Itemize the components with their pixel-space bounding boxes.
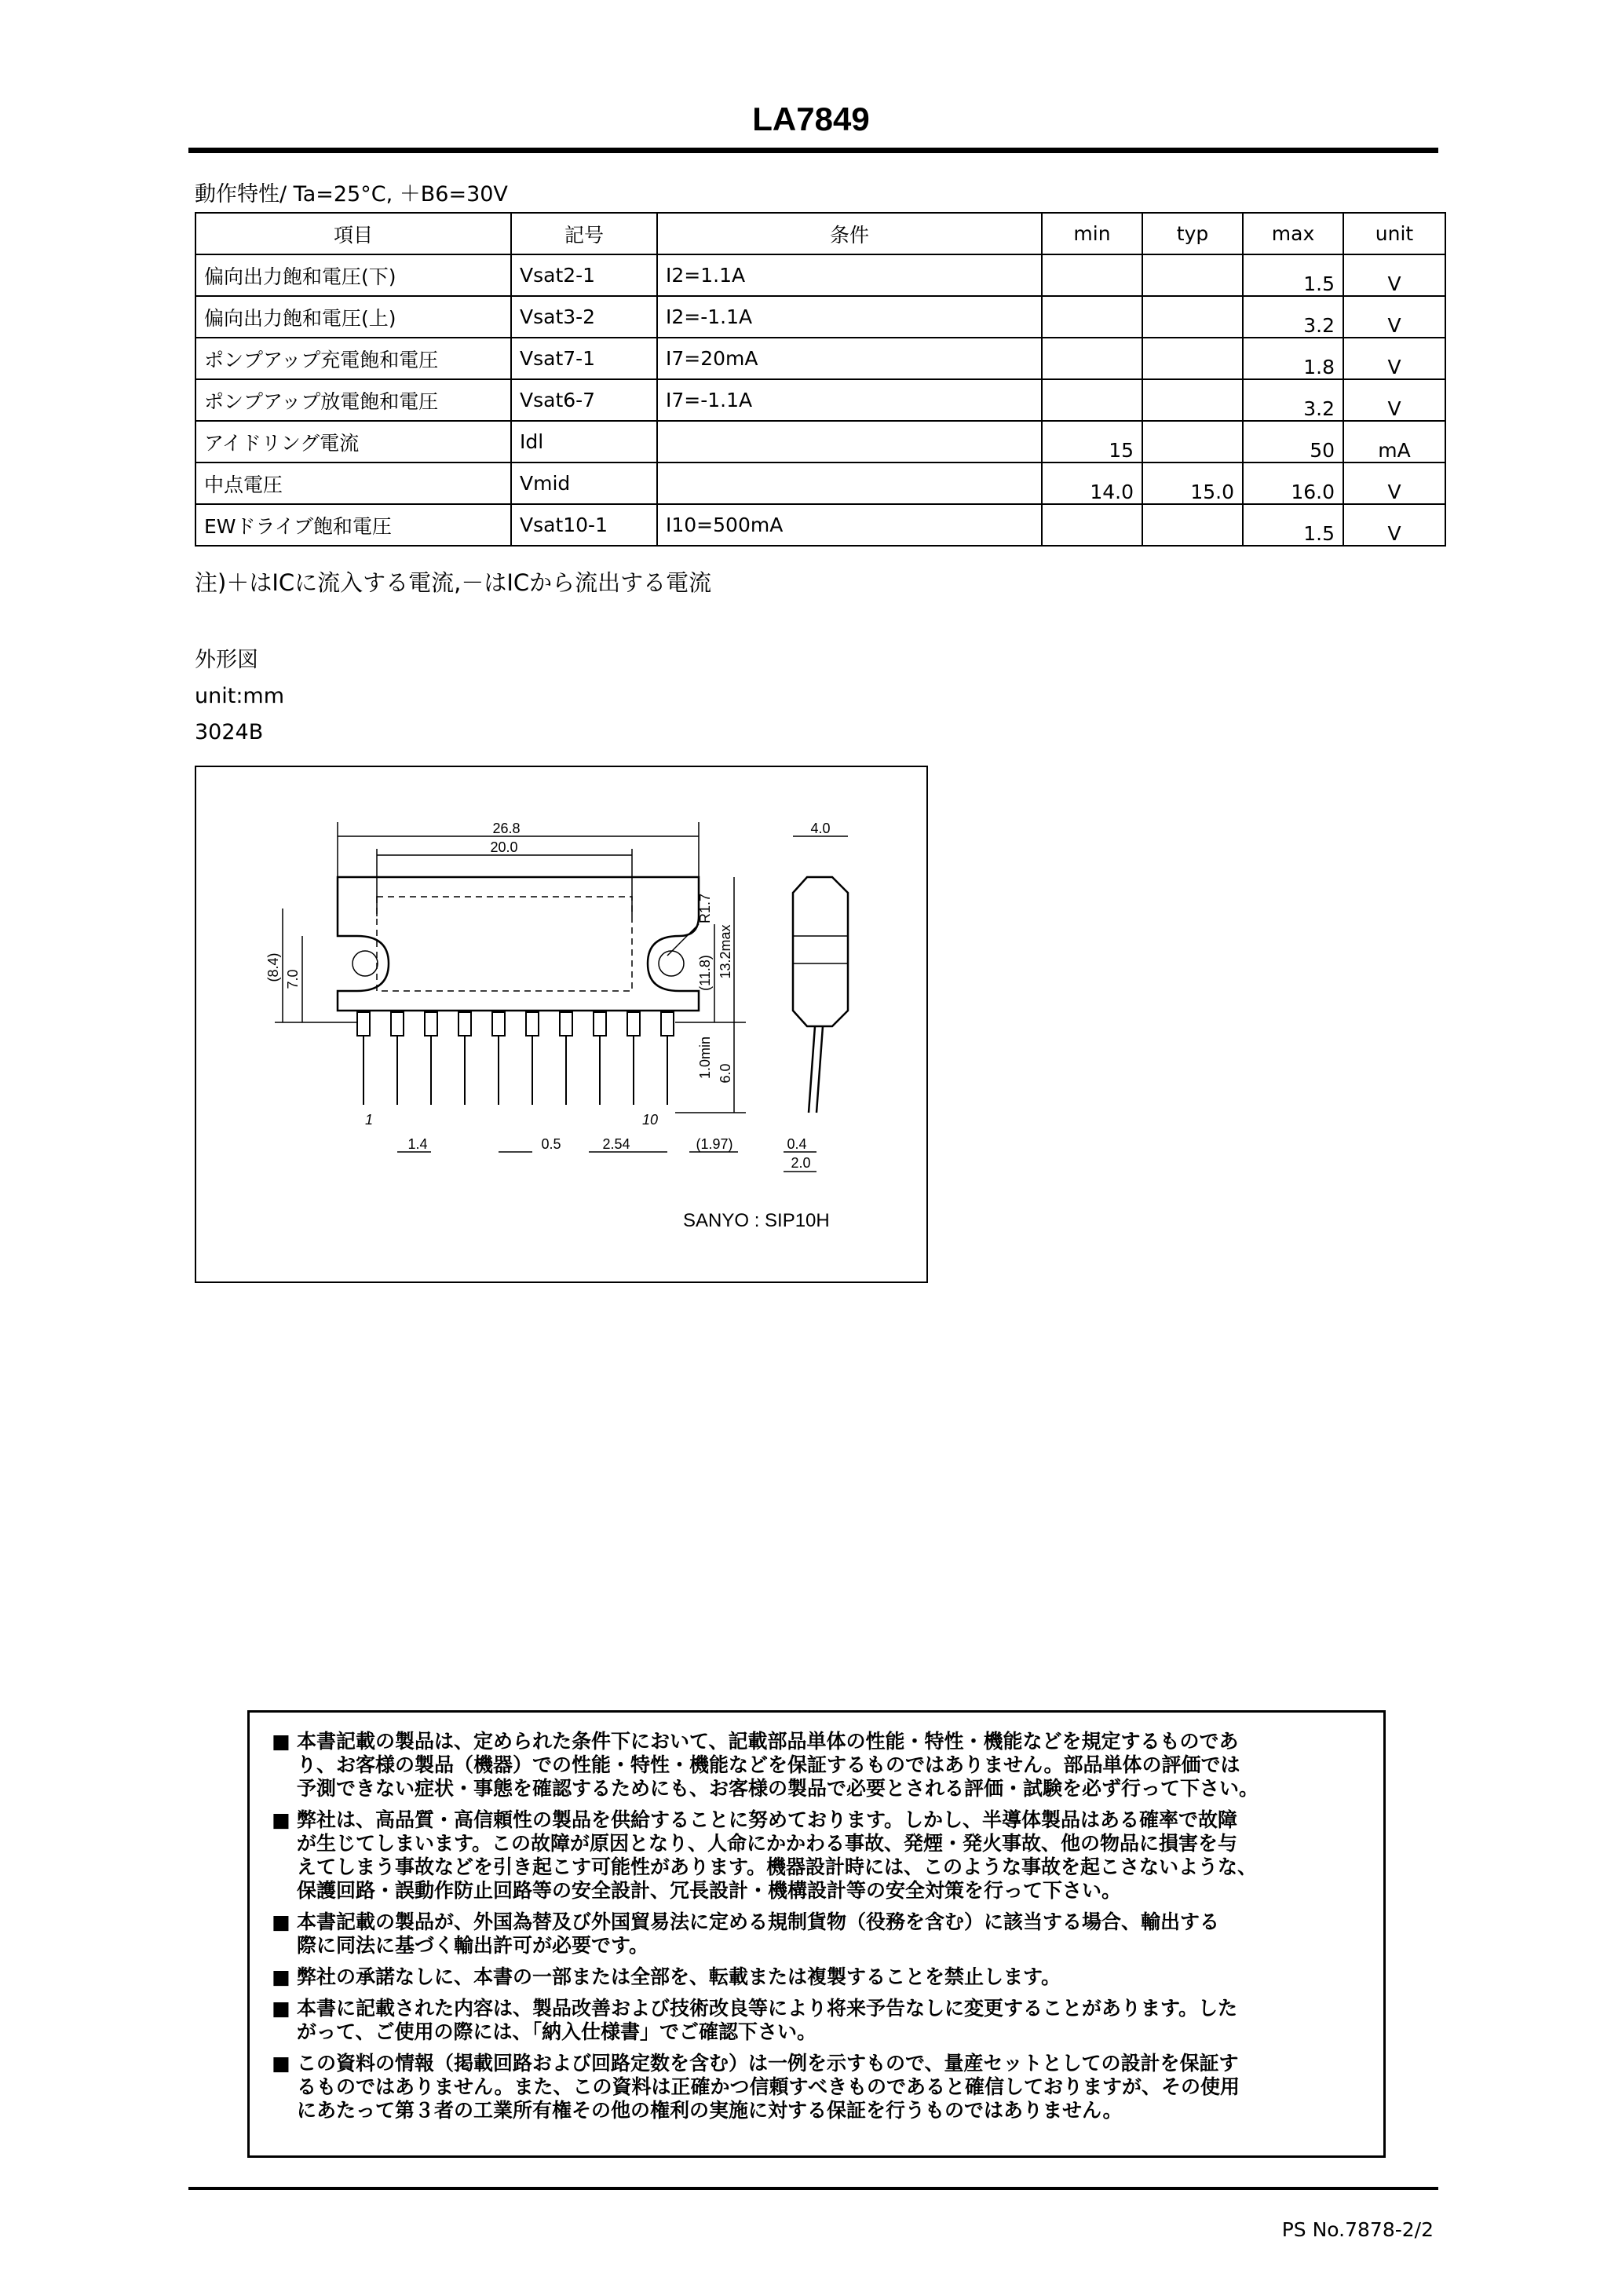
cell-max: 1.5 [1243, 504, 1343, 546]
cell-item: 偏向出力飽和電圧(下) [195, 254, 511, 296]
col-header-min: min [1042, 213, 1142, 254]
side-lead [816, 1026, 823, 1113]
table-row [195, 296, 1445, 338]
cell-unit: V [1343, 504, 1445, 546]
dim-height-84: (8.4) [265, 952, 281, 982]
lead-base [526, 1012, 539, 1036]
disclaimer-paragraph [272, 1910, 1383, 1958]
cell-max: 3.2 [1243, 296, 1343, 338]
cell-typ [1142, 338, 1243, 379]
pin-1-label: 1 [365, 1112, 374, 1128]
cell-symbol: Vsat7-1 [511, 338, 657, 379]
disclaimer-line: にあたって第３者の工業所有権その他の権利の実施に対する保証を行うものではありません。 [297, 2099, 1123, 2122]
cell-symbol: Vsat2-1 [511, 254, 657, 296]
lead-base [627, 1012, 640, 1036]
cell-typ [1142, 504, 1243, 546]
package-name: SANYO : SIP10H [683, 1210, 830, 1231]
col-header-condition: 条件 [657, 213, 1042, 254]
package-diagram [196, 767, 926, 1281]
side-lead [809, 1026, 815, 1113]
lead-base [492, 1012, 505, 1036]
dim-overall-width: 26.8 [492, 821, 521, 836]
dim-first-pitch: 1.4 [407, 1136, 428, 1152]
disclaimer-line: 弊社は、高品質・高信頼性の製品を供給することに努めております。しかし、半導体製品はある確率で故障 [297, 1808, 1238, 1831]
cell-condition [657, 462, 1042, 504]
operating-conditions: 動作特性/ Ta=25°C, ＋B6=30V [195, 182, 508, 207]
cell-unit: V [1343, 462, 1445, 504]
disclaimer-paragraph [272, 1965, 1383, 1989]
cell-typ [1142, 254, 1243, 296]
cell-min [1042, 296, 1142, 338]
disclaimer-paragraph [272, 2052, 1383, 2122]
bullet-icon: ■ [272, 1997, 290, 2020]
title-rule [188, 148, 1438, 153]
cell-condition: I7=-1.1A [657, 379, 1042, 421]
cell-max: 1.5 [1243, 254, 1343, 296]
dim-thickness-04: 0.4 [787, 1136, 807, 1152]
disclaimer-paragraph [272, 1730, 1383, 1801]
cell-typ: 15.0 [1142, 462, 1243, 504]
disclaimer-line: が生じてしまいます。この故障が原因となり、人命にかかわる事故、発煙・発火事故、他の物品に損害を与 [297, 1832, 1238, 1855]
cell-typ [1142, 379, 1243, 421]
cell-symbol: Vsat3-2 [511, 296, 657, 338]
table-row [195, 338, 1445, 379]
cell-condition: I7=20mA [657, 338, 1042, 379]
cell-unit: V [1343, 379, 1445, 421]
disclaimer-paragraph [272, 1808, 1383, 1903]
cell-symbol: Vmid [511, 462, 657, 504]
cell-condition: I2=1.1A [657, 254, 1042, 296]
dim-radius: R1.7 [697, 893, 713, 924]
dim-lead-min: 1.0min [697, 1036, 713, 1080]
col-header-symbol: 記号 [511, 213, 657, 254]
cell-max: 16.0 [1243, 462, 1343, 504]
table-header-row [195, 213, 1445, 254]
disclaimer-line: 弊社の承諾なしに、本書の一部または全部を、転載または複製することを禁止します。 [297, 1965, 1061, 1988]
footer-rule [188, 2187, 1438, 2190]
outline-labels [195, 642, 284, 751]
disclaimer-box [247, 1710, 1386, 2158]
lead-base [560, 1012, 572, 1036]
leader-line [667, 924, 699, 956]
disclaimer-line: がって、ご使用の際には、「納入仕様書」でご確認下さい。 [297, 2020, 817, 2043]
cell-min [1042, 379, 1142, 421]
dim-lead-width: 0.5 [541, 1136, 561, 1152]
cell-unit: V [1343, 338, 1445, 379]
disclaimer-line: えてしまう事故などを引き起こす可能性があります。機器設計時には、このような事故を起こさないような、 [297, 1855, 1258, 1878]
bullet-icon: ■ [272, 1730, 290, 1753]
dim-height-118: (11.8) [697, 955, 713, 991]
mount-hole [659, 951, 684, 976]
dim-lead-length: 6.0 [718, 1063, 733, 1084]
pin-10-label: 10 [642, 1112, 659, 1128]
cell-item: アイドリング電流 [195, 421, 511, 462]
outline-code: 3024B [195, 720, 264, 744]
characteristics-table [195, 212, 1446, 547]
col-header-max: max [1243, 213, 1343, 254]
cell-min [1042, 504, 1142, 546]
cell-condition [657, 421, 1042, 462]
cell-symbol: Vsat6-7 [511, 379, 657, 421]
cell-symbol: Idl [511, 421, 657, 462]
table-row [195, 462, 1445, 504]
current-direction-note: 注)＋はICに流入する電流,－はICから流出する電流 [195, 569, 712, 596]
cell-min: 15 [1042, 421, 1142, 462]
cell-item: EWドライブ飽和電圧 [195, 504, 511, 546]
page-title: LA7849 [752, 101, 870, 137]
outline-unit: unit:mm [195, 684, 285, 708]
bullet-icon: ■ [272, 1808, 290, 1831]
lead-base [661, 1012, 674, 1036]
dim-end-gap: (1.97) [696, 1136, 733, 1152]
col-header-unit: unit [1343, 213, 1445, 254]
cell-max: 1.8 [1243, 338, 1343, 379]
disclaimer-paragraph [272, 1997, 1383, 2044]
cell-item: 中点電圧 [195, 462, 511, 504]
col-header-item: 項目 [195, 213, 511, 254]
disclaimer-line: り、お客様の製品（機器）での性能・特性・機能などを保証するものではありません。部品単体の評価では [297, 1753, 1240, 1776]
cell-unit: V [1343, 254, 1445, 296]
cell-max: 3.2 [1243, 379, 1343, 421]
dim-thickness-20: 2.0 [791, 1155, 811, 1171]
outline-title: 外形図 [195, 648, 258, 672]
cell-unit: mA [1343, 421, 1445, 462]
table-row [195, 254, 1445, 296]
package-side-view [793, 877, 848, 1026]
dim-inner-width: 20.0 [490, 839, 518, 855]
col-header-typ: typ [1142, 213, 1243, 254]
cell-typ [1142, 296, 1243, 338]
dim-height-132max: 13.2max [718, 924, 733, 979]
disclaimer-line: 際に同法に基づく輸出許可が必要です。 [297, 1934, 649, 1957]
cell-min [1042, 254, 1142, 296]
lead-base [391, 1012, 404, 1036]
disclaimer-line: 本書記載の製品が、外国為替及び外国貿易法に定める規制貨物（役務を含む）に該当する場合、輸出する [297, 1910, 1220, 1933]
lead-base [594, 1012, 606, 1036]
package-outline-drawing [195, 766, 928, 1283]
cell-max: 50 [1243, 421, 1343, 462]
cell-item: ポンプアップ放電飽和電圧 [195, 379, 511, 421]
dim-pitch: 2.54 [602, 1136, 630, 1152]
cell-typ [1142, 421, 1243, 462]
lead-base [357, 1012, 370, 1036]
cell-condition: I2=-1.1A [657, 296, 1042, 338]
disclaimer-line: この資料の情報（掲載回路および回路定数を含む）は一例を示すもので、量産セットとしての設計を保証す [297, 2052, 1239, 2075]
table-row [195, 379, 1445, 421]
cell-unit: V [1343, 296, 1445, 338]
cell-min [1042, 338, 1142, 379]
dim-height-70: 7.0 [285, 969, 301, 989]
cell-item: ポンプアップ充電飽和電圧 [195, 338, 511, 379]
table-row [195, 504, 1445, 546]
lead-base [425, 1012, 437, 1036]
cell-symbol: Vsat10-1 [511, 504, 657, 546]
disclaimer-line: 本書記載の製品は、定められた条件下において、記載部品単体の性能・特性・機能などを規定するものであ [297, 1730, 1239, 1753]
bullet-icon: ■ [272, 1965, 290, 1988]
cell-min: 14.0 [1042, 462, 1142, 504]
cell-item: 偏向出力飽和電圧(上) [195, 296, 511, 338]
cell-condition: I10=500mA [657, 504, 1042, 546]
mount-hole [353, 951, 378, 976]
page-number: PS No.7878-2/2 [1281, 2218, 1434, 2241]
lead-base [458, 1012, 471, 1036]
disclaimer-line: 保護回路・誤動作防止回路等の安全設計、冗長設計・機構設計等の安全対策を行って下さい。 [297, 1879, 1122, 1902]
disclaimer-line: 本書に記載された内容は、製品改善および技術改良等により将来予告なしに変更することがあります。した [297, 1997, 1238, 2020]
heatsink-area [377, 897, 632, 991]
disclaimer-line: 予測できない症状・事態を確認するためにも、お客様の製品で必要とされる評価・試験を必ず行って下さい。 [297, 1777, 1259, 1800]
disclaimer-line: るものではありません。また、この資料は正確かつ信頼すべきものであると確信しておりますが、その使用 [297, 2075, 1240, 2098]
table-row [195, 421, 1445, 462]
dim-side-width: 4.0 [810, 821, 831, 836]
bullet-icon: ■ [272, 1910, 290, 1933]
bullet-icon: ■ [272, 2052, 290, 2075]
